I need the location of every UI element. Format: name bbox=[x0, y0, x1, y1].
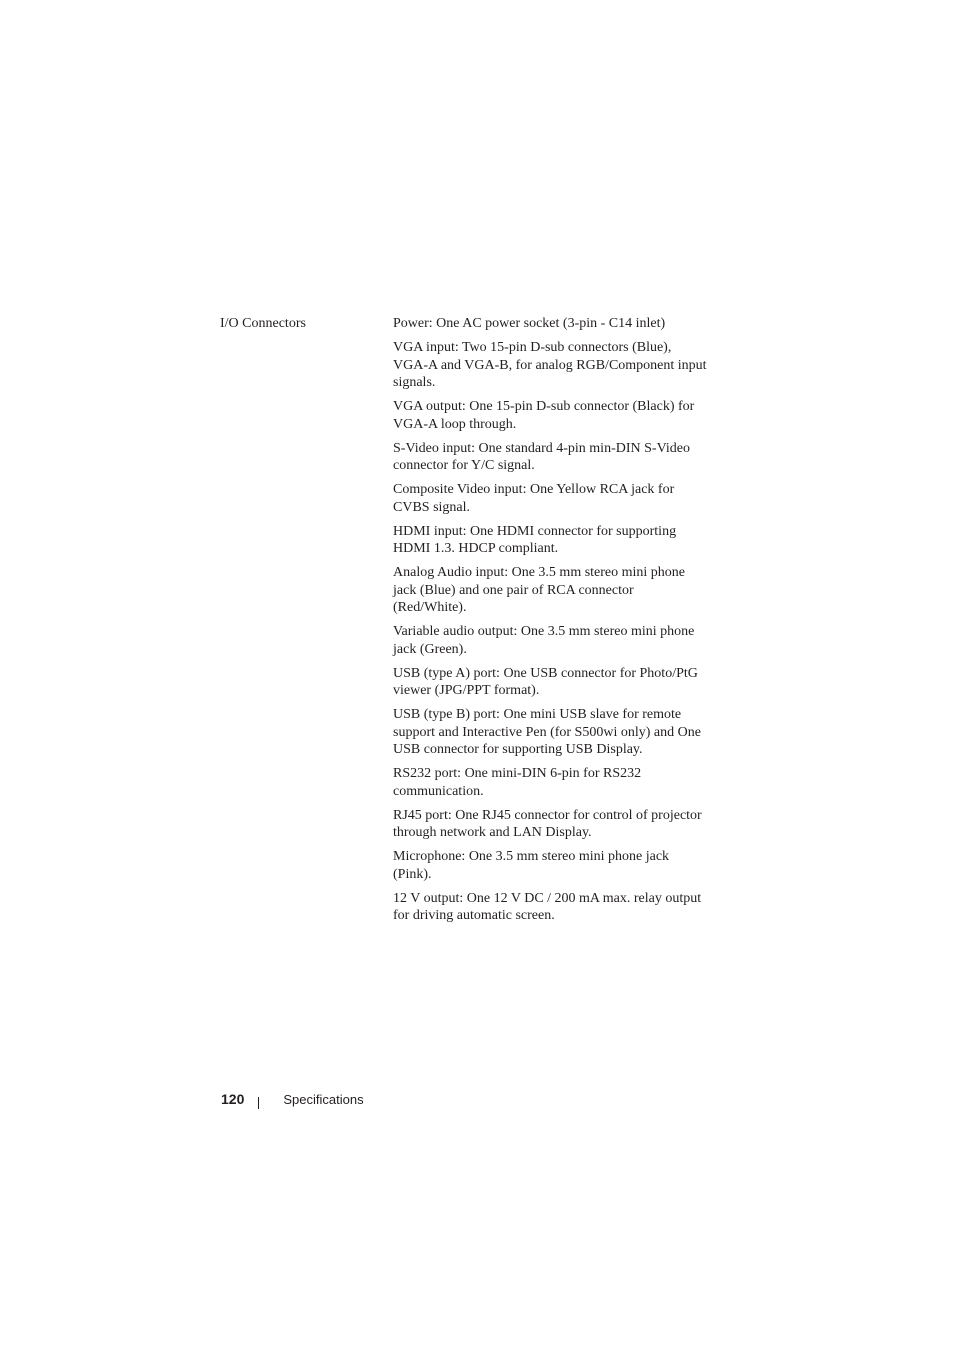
spec-item-analog-audio-input: Analog Audio input: One 3.5 mm stereo mini phone jack (Blue) and one pair of RCA connector (Red/White). bbox=[393, 565, 686, 615]
footer-divider bbox=[258, 1097, 259, 1109]
spec-item-power: Power: One AC power socket (3-pin - C14 inlet) bbox=[393, 316, 666, 331]
spec-item-hdmi-input: HDMI input: One HDMI connector for supporting HDMI 1.3. HDCP compliant. bbox=[393, 523, 677, 556]
spec-item-usb-type-b: USB (type B) port: One mini USB slave for remote support and Interactive Pen (for S500wi only) and One USB connector for supporting USB Display. bbox=[393, 707, 701, 757]
spec-item-vga-output: VGA output: One 15-pin D-sub connector (Black) for VGA-A loop through. bbox=[393, 399, 695, 432]
spec-item-variable-audio-output: Variable audio output: One 3.5 mm stereo mini phone jack (Green). bbox=[393, 624, 695, 657]
spec-item-rs232: RS232 port: One mini-DIN 6-pin for RS232 communication. bbox=[393, 766, 642, 799]
spec-item-s-video-input: S-Video input: One standard 4-pin min-DIN S-Video connector for Y/C signal. bbox=[393, 440, 690, 473]
spec-item-vga-input: VGA input: Two 15-pin D-sub connectors (Blue), VGA-A and VGA-B, for analog RGB/Component input signals. bbox=[393, 340, 707, 390]
spec-value-list bbox=[393, 315, 708, 931]
spec-item-usb-type-a: USB (type A) port: One USB connector for Photo/PtG viewer (JPG/PPT format). bbox=[393, 665, 698, 698]
page-number: 120 bbox=[221, 1091, 245, 1107]
spec-item-12v-output: 12 V output: One 12 V DC / 200 mA max. relay output for driving automatic screen. bbox=[393, 890, 702, 923]
spec-label: I/O Connectors bbox=[220, 316, 306, 331]
footer-section-title: Specifications bbox=[283, 1091, 364, 1107]
spec-item-composite-video-input: Composite Video input: One Yellow RCA jack for CVBS signal. bbox=[393, 482, 675, 515]
page-footer bbox=[221, 1088, 364, 1110]
spec-item-rj45: RJ45 port: One RJ45 connector for control of projector through network and LAN Display. bbox=[393, 807, 702, 840]
spec-item-microphone: Microphone: One 3.5 mm stereo mini phone jack (Pink). bbox=[393, 849, 670, 882]
